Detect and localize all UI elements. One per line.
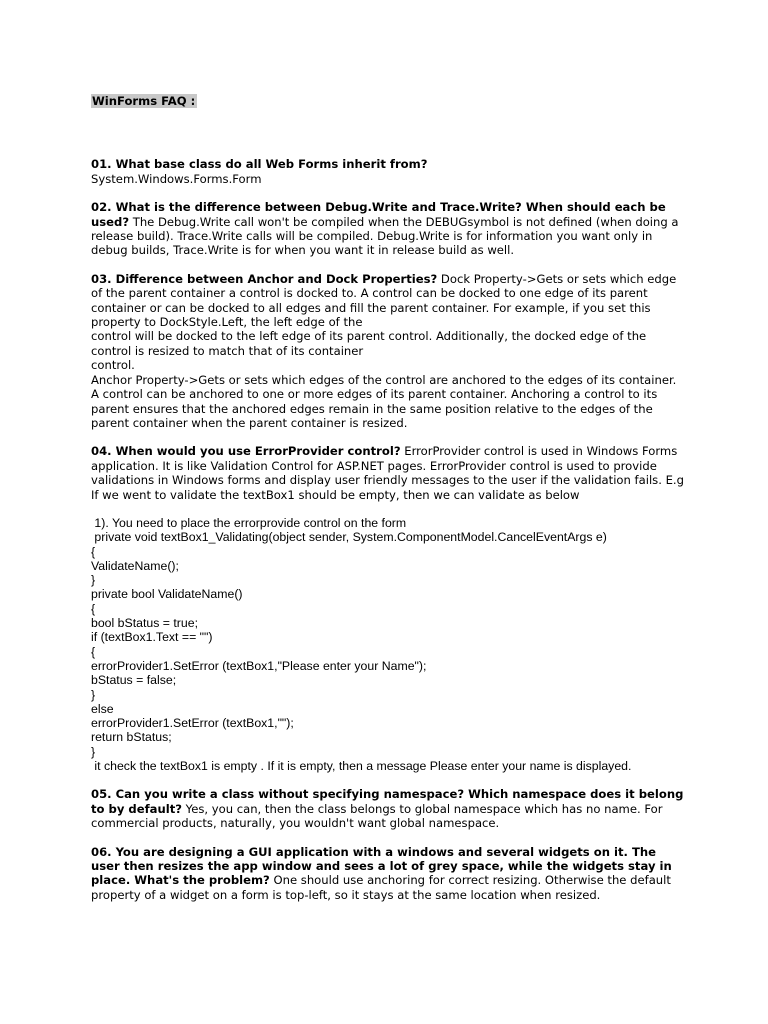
faq-item-5: [91, 787, 686, 830]
code-line: errorProvider1.SetError (textBox1,"Please enter your Name");: [91, 658, 427, 673]
faq-item-3: [91, 272, 686, 430]
faq-document: [91, 94, 686, 902]
answer-1: System.Windows.Forms.Form: [91, 171, 262, 186]
code-line: }: [91, 573, 96, 588]
faq-item-2: [91, 200, 686, 258]
question-3: 03. Difference between Anchor and Dock Properties?: [91, 271, 438, 286]
code-line: errorProvider1.SetError (textBox1,"");: [91, 716, 294, 731]
question-5: 05. Can you write a class without specifying namespace? Which namespace does it belong to by default?: [91, 787, 684, 816]
code-line: bStatus = false;: [91, 673, 177, 688]
faq-item-6: [91, 845, 686, 903]
code-line: bool bStatus = true;: [91, 616, 198, 631]
document-title: WinForms FAQ :: [92, 94, 196, 108]
answer-3-line-3: control.: [91, 358, 135, 373]
code-line: return bStatus;: [91, 730, 172, 745]
answer-5: Yes, you can, then the class belongs to global namespace which has no name. For commercial products, naturally, you wouldn't want global namespace.: [91, 801, 663, 831]
code-line: private bool ValidateName(): [91, 587, 243, 602]
question-2: 02. What is the difference between Debug.Write and Trace.Write? When should each be used?: [91, 200, 666, 229]
answer-4: ErrorProvider control is used in Windows Forms application. It is like Validation Control for ASP.NET pages. ErrorProvider control is used to provide validations in Windows forms and display user friendly messages to the user if the validation fails. E.g If we went to validate the textBox1 should be empty, then we can validate as below: [91, 444, 684, 502]
code-line: {: [91, 644, 96, 659]
answer-2: The Debug.Write call won't be compiled when the DEBUGsymbol is not defined (when doing a release build). Trace.Write calls will be compiled. Debug.Write is for information you want only in debug builds, Trace.Write is for when you want it in release build as well.: [91, 214, 679, 258]
code-line: ValidateName();: [91, 558, 179, 573]
answer-3-line-1: Dock Property->Gets or sets which edge of the parent container a control is docked to. A control can be docked to one edge of its parent container or can be docked to all edges and fill the parent container. For example, if you set this property to DockStyle.Left, the left edge of the: [91, 271, 677, 330]
code-line: 1). You need to place the errorprovide control on the form: [91, 515, 407, 530]
question-4: 04. When would you use ErrorProvider control?: [91, 444, 401, 459]
code-line: private void textBox1_Validating(object sender, System.ComponentModel.CancelEventArgs e): [91, 530, 607, 545]
faq-item-1: [91, 157, 686, 186]
code-line: {: [91, 601, 96, 616]
code-line: {: [91, 544, 96, 559]
code-line: if (textBox1.Text == ""): [91, 630, 213, 645]
answer-3-line-2: control will be docked to the left edge of its parent control. Additionally, the docked edge of the control is resized to match that of its container: [91, 329, 647, 358]
code-line: }: [91, 687, 96, 702]
question-1: 01. What base class do all Web Forms inherit from?: [91, 157, 428, 172]
faq-item-4: [91, 444, 686, 502]
code-line: }: [91, 744, 96, 759]
answer-3-line-4: Anchor Property->Gets or sets which edges of the control are anchored to the edges of its container. A control can be anchored to one or more edges of its parent container. Anchoring a control to its parent ensures that the anchored edges remain in the same position relative to the edges of the parent container when the parent container is resized.: [91, 372, 677, 430]
code-line: it check the textBox1 is empty . If it is empty, then a message Please enter your name is displayed.: [91, 758, 632, 773]
answer-6: One should use anchoring for correct resizing. Otherwise the default property of a widget on a form is top-left, so it stays at the same location when resized.: [91, 873, 671, 902]
code-snippet: [91, 516, 686, 773]
code-line: else: [91, 701, 114, 716]
question-6: 06. You are designing a GUI application with a windows and several widgets on it. The user then resizes the app window and sees a lot of grey space, while the widgets stay in place. What's the problem?: [91, 844, 672, 888]
